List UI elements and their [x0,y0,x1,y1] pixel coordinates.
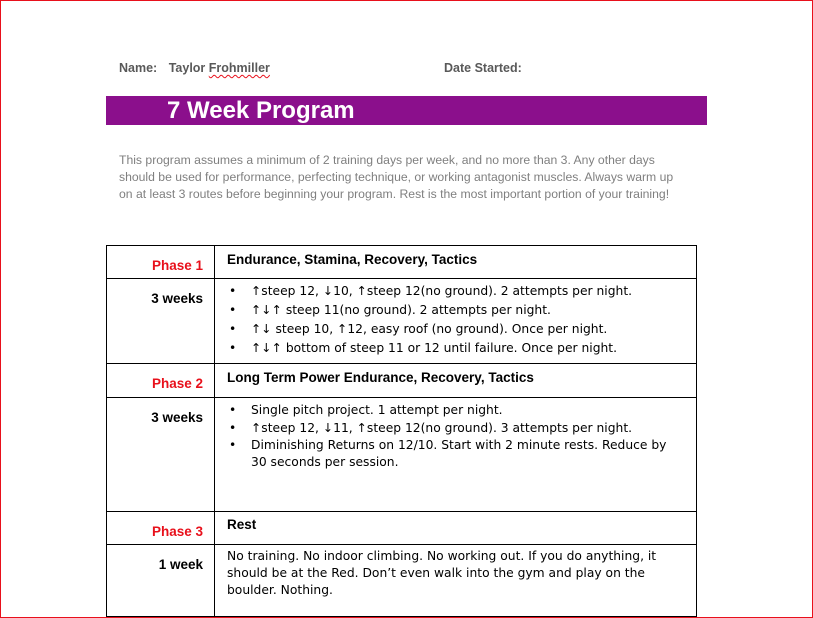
phase-3-header-row [107,512,697,545]
phase-1-list [215,282,696,358]
program-table [106,245,697,617]
phase-3-duration: 1 week [158,557,203,572]
phase-2-title-cell [215,364,697,398]
phase-1-body-row [107,279,697,364]
list-item: • Single pitch project. 1 attempt per night. [251,401,696,419]
intro-paragraph: This program assumes a minimum of 2 training days per week, and no more than 3. Any other days should be used for performance, perfecting technique, or working antagonist muscles. Always warm up on at least 3 routes before beginning your program. Rest is the most important portion of your training! [119,153,674,201]
phase-1-duration-cell [107,279,215,364]
phase-2-label-cell [107,364,215,398]
first-name: Taylor [168,61,206,75]
phase-2-duration-cell [107,398,215,512]
list-item: • ↑↓↑ steep 11(no ground). 2 attempts per night. [251,301,696,320]
phase-1-items-cell [215,279,697,364]
phase-2-title: Long Term Power Endurance, Recovery, Tactics [227,370,534,385]
phase-3-note-cell [215,545,697,617]
phase-1-header-row [107,246,697,279]
list-item: • ↑↓ steep 10, ↑12, easy roof (no ground). Once per night. [251,320,696,339]
name-label: Name: [119,61,158,75]
phase-1-duration: 3 weeks [151,291,203,306]
phase-3-label: Phase 3 [151,524,203,539]
phase-3-body-row [107,545,697,617]
phase-2-duration: 3 weeks [151,410,203,425]
list-item: • Diminishing Returns on 12/10. Start with 2 minute rests. Reduce by 30 seconds per session. [251,437,696,471]
phase-1-label: Phase 1 [151,258,203,273]
name-line [119,61,270,75]
phase-2-label: Phase 2 [151,376,203,391]
phase-2-items-cell [215,398,697,512]
phase-1-title: Endurance, Stamina, Recovery, Tactics [227,252,478,267]
list-item: • ↑steep 12, ↓11, ↑steep 12(no ground). 3 attempts per night. [251,419,696,437]
phase-3-note: No training. No indoor climbing. No working out. If you do anything, it should be at the Red. Don’t even walk into the gym and play on the boulder. Nothing. [227,549,657,597]
list-item: • ↑↓↑ bottom of steep 11 or 12 until failure. Once per night. [251,339,696,358]
phase-2-header-row [107,364,697,398]
last-name: Frohmiller [208,61,270,75]
phase-2-list [215,401,696,471]
phase-3-title-cell [215,512,697,545]
phase-2-body-row [107,398,697,512]
phase-3-label-cell [107,512,215,545]
phase-3-title: Rest [227,517,257,532]
date-started-label: Date Started: [444,61,522,75]
phase-3-duration-cell [107,545,215,617]
name-value [169,61,270,75]
list-item: • ↑steep 12, ↓10, ↑steep 12(no ground). 2 attempts per night. [251,282,696,301]
page-title: 7 Week Program [167,97,355,124]
phase-1-title-cell [215,246,697,279]
title-bar [106,96,707,125]
phase-1-label-cell [107,246,215,279]
